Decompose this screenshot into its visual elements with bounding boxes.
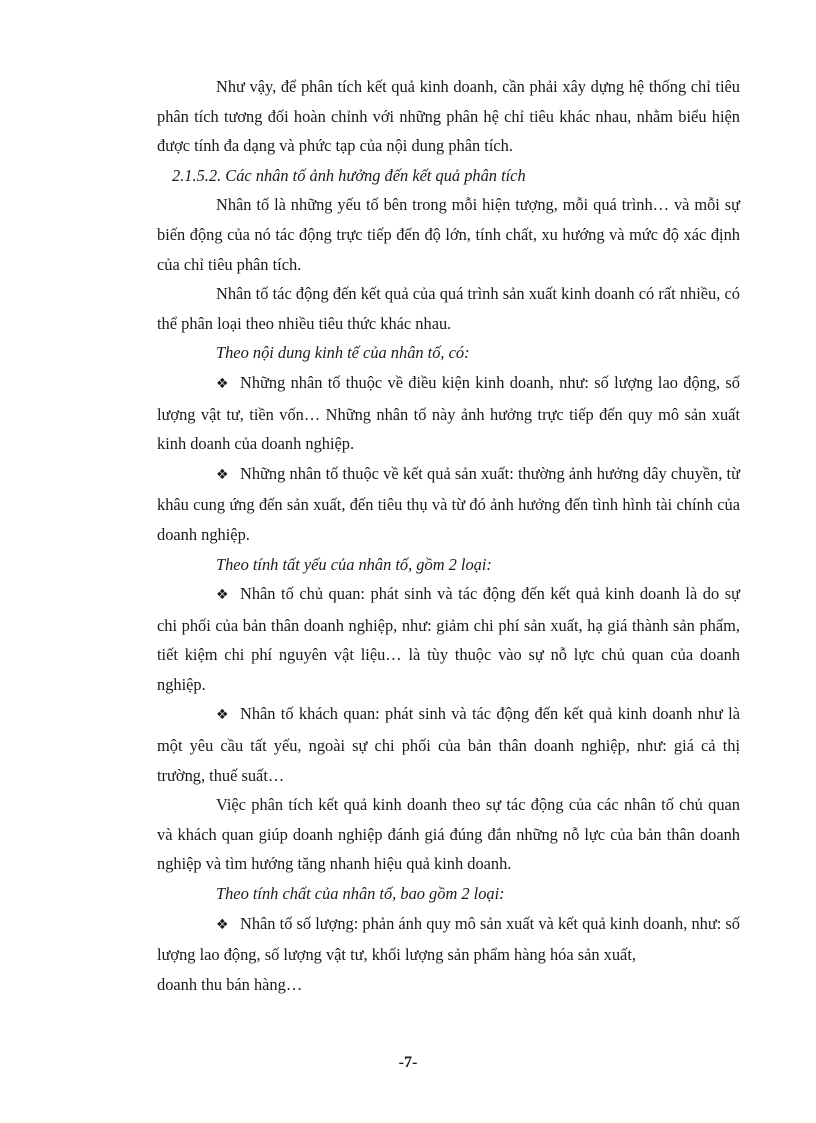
- list-item: [157, 579, 740, 699]
- paragraph-analysis: Việc phân tích kết quả kinh doanh theo sự tác động của các nhân tố chủ quan và khách quan giúp doanh nghiệp đánh giá đúng đắn những nỗ lực của bản thân doanh nghiệp và tìm hướng tăng nhanh hiệu quả kinh doanh.: [157, 795, 740, 874]
- diamond-bullet-icon: ❖: [216, 916, 229, 933]
- list-item: [157, 909, 740, 970]
- diamond-bullet-icon: ❖: [216, 466, 229, 483]
- trailing-line: doanh thu bán hàng…: [157, 974, 303, 994]
- paragraph-definition: Nhân tố là những yếu tố bên trong mỗi hiện tượng, mỗi quá trình… và mỗi sự biến động của nó tác động trực tiếp đến độ lớn, tính chất, xu hướng và mức độ xác định của chỉ tiêu phân tích.: [157, 195, 740, 274]
- diamond-bullet-icon: ❖: [216, 707, 229, 724]
- list-item-text: Những nhân tố thuộc về kết quả sản xuất: thường ảnh hưởng dây chuyền, từ khâu cung ứng đến sản xuất, đến tiêu thụ và từ đó ảnh hưởng đến tình hình tài chính của doanh nghiệp.: [157, 463, 740, 544]
- list-item-text: Nhân tố khách quan: phát sinh và tác động đến kết quả kinh doanh như là một yêu cầu tất yếu, ngoài sự chi phối của bản thân doanh nghiệp, như: giá cả thị trường, thuế suất…: [157, 704, 740, 785]
- diamond-bullet-icon: ❖: [216, 587, 229, 604]
- document-page: [157, 72, 740, 999]
- list-item-text: Nhân tố chủ quan: phát sinh và tác động đến kết quả kinh doanh là do sự chi phối của bản thân doanh nghiệp, như: giảm chi phí sản xuất, hạ giá thành sản phẩm, tiết kiệm chi phí nguyên vật liệu… là tùy thuộc vào sự nỗ lực chủ quan của doanh nghiệp.: [157, 584, 740, 694]
- list-item: [157, 459, 740, 550]
- page-number: -7-: [398, 1054, 418, 1071]
- list-item-text: Những nhân tố thuộc về điều kiện kinh doanh, như: số lượng lao động, số lượng vật tư, tiền vốn… Những nhân tố này ảnh hưởng trực tiếp đến quy mô sản xuất kinh doanh của doanh nghiệp.: [157, 372, 740, 454]
- paragraph-classification: Nhân tố tác động đến kết quả của quá trình sản xuất kinh doanh có rất nhiều, có thể phân loại theo nhiều tiêu thức khác nhau.: [157, 284, 740, 333]
- subheading-economic: Theo nội dung kinh tế của nhân tố, có:: [216, 343, 470, 363]
- subheading-necessity: Theo tính tất yếu của nhân tố, gồm 2 loại:: [216, 554, 492, 574]
- section-heading: 2.1.5.2. Các nhân tố ảnh hưởng đến kết quả phân tích: [172, 165, 526, 185]
- list-item: [157, 699, 740, 790]
- paragraph-intro: Như vậy, để phân tích kết quả kinh doanh, cần phải xây dựng hệ thống chỉ tiêu phân tích tương đối hoàn chỉnh với những phân hệ chỉ tiêu khác nhau, nhằm biểu hiện được tính đa dạng và phức tạp của nội dung phân tích.: [157, 77, 740, 156]
- subheading-nature: Theo tính chất của nhân tố, bao gồm 2 loại:: [216, 884, 505, 904]
- diamond-bullet-icon: ❖: [216, 375, 229, 392]
- list-item: [157, 368, 740, 459]
- list-item-text: Nhân tố số lượng: phản ánh quy mô sản xuất và kết quả kinh doanh, như: số lượng lao động, số lượng vật tư, khối lượng sản phẩm hàng hóa sản xuất,: [157, 913, 740, 965]
